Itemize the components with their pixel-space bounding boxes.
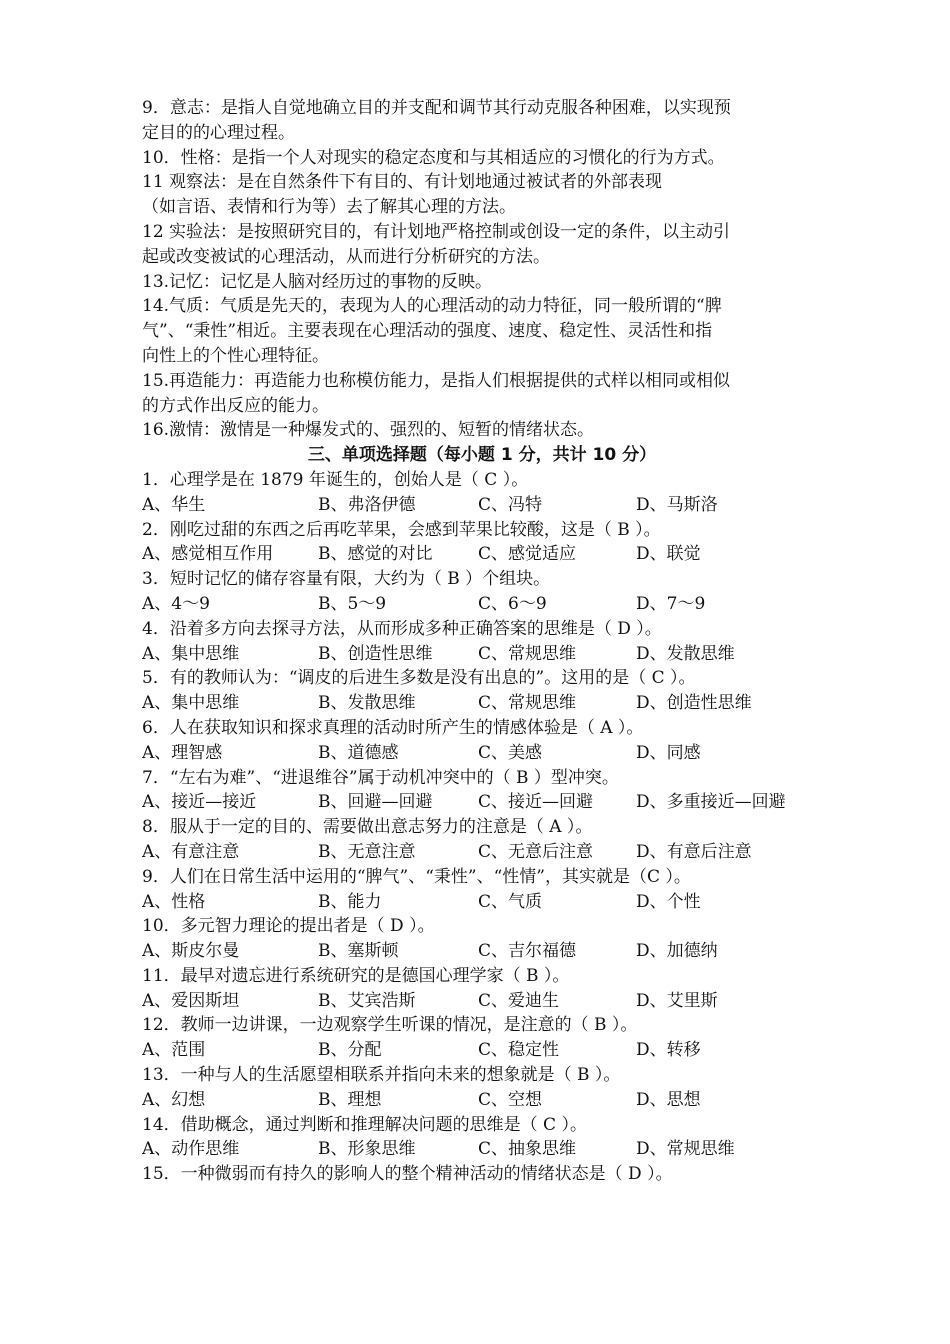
options-row bbox=[142, 691, 822, 716]
option-d: D、7～9 bbox=[636, 593, 706, 614]
question-text: 15．一种微弱而有持久的影响人的整个精神活动的情绪状态是（ D ）。 bbox=[142, 1164, 673, 1185]
option-c: C、空想 bbox=[478, 1089, 543, 1110]
definition-line: 13.记忆：记忆是人脑对经历过的事物的反映。 bbox=[142, 271, 493, 292]
option-a: A、范围 bbox=[142, 1040, 206, 1061]
option-a: A、华生 bbox=[142, 494, 206, 515]
option-b: B、5～9 bbox=[318, 593, 387, 614]
option-d: D、马斯洛 bbox=[636, 494, 718, 515]
question-text: 14．借助概念，通过判断和推理解决问题的思维是（ C ）。 bbox=[142, 1114, 587, 1135]
options-row bbox=[142, 939, 822, 964]
question-text: 5．有的教师认为：“调皮的后进生多数是没有出息的”。这用的是（ C ）。 bbox=[142, 668, 696, 689]
question-text: 11．最早对遗忘进行系统研究的是德国心理学家（ B ）。 bbox=[142, 965, 570, 986]
option-d: D、艾里斯 bbox=[636, 990, 718, 1011]
option-a: A、4～9 bbox=[142, 593, 210, 614]
option-d: D、个性 bbox=[636, 891, 701, 912]
option-b: B、塞斯顿 bbox=[318, 941, 399, 962]
options-row bbox=[142, 642, 822, 667]
option-c: C、无意后注意 bbox=[478, 841, 594, 862]
options-row bbox=[142, 542, 822, 567]
options-row bbox=[142, 741, 822, 766]
definition-line: 12 实验法：是按照研究目的，有计划地严格控制或创设一定的条件，以主动引 bbox=[142, 221, 731, 242]
option-a: A、集中思维 bbox=[142, 643, 240, 664]
definition-line: 15.再造能力：再造能力也称模仿能力，是指人们根据提供的式样以相同或相似 bbox=[142, 370, 731, 391]
option-d: D、多重接近—回避 bbox=[636, 792, 786, 813]
option-a: A、理智感 bbox=[142, 742, 223, 763]
questions-section bbox=[142, 468, 822, 1162]
options-row bbox=[142, 1088, 822, 1113]
option-c: C、吉尔福德 bbox=[478, 941, 577, 962]
option-c: C、感觉适应 bbox=[478, 544, 577, 565]
definition-line: （如言语、表情和行为等）去了解其心理的方法。 bbox=[142, 197, 516, 218]
options-row bbox=[142, 989, 822, 1014]
options-row bbox=[142, 1038, 822, 1063]
option-d: D、联觉 bbox=[636, 544, 701, 565]
option-a: A、接近—接近 bbox=[142, 792, 257, 813]
definition-line: 气”、“秉性”相近。主要表现在心理活动的强度、速度、稳定性、灵活性和指 bbox=[142, 321, 713, 342]
question-text: 8．服从于一定的目的、需要做出意志努力的注意是（ A ）。 bbox=[142, 817, 593, 838]
options-row bbox=[142, 890, 822, 915]
option-a: A、集中思维 bbox=[142, 693, 240, 714]
options-row bbox=[142, 493, 822, 518]
question-text: 9．人们在日常生活中运用的“脾气”、“秉性”、“性情”，其实就是（C ）。 bbox=[142, 866, 691, 887]
question-text: 1．心理学是在 1879 年诞生的，创始人是（ C ）。 bbox=[142, 469, 529, 490]
option-b: B、形象思维 bbox=[318, 1139, 416, 1160]
option-c: C、常规思维 bbox=[478, 643, 577, 664]
option-d: D、加德纳 bbox=[636, 941, 718, 962]
question-text: 6．人在获取知识和探求真理的活动时所产生的情感体验是（ A ）。 bbox=[142, 717, 644, 738]
option-b: B、分配 bbox=[318, 1040, 382, 1061]
options-row bbox=[142, 1137, 822, 1162]
option-c: C、冯特 bbox=[478, 494, 543, 515]
definition-line: 9．意志：是指人自觉地确立目的并支配和调节其行动克服各种困难，以实现预 bbox=[142, 98, 731, 118]
definition-line: 14.气质：气质是先天的，表现为人的心理活动的动力特征，同一般所谓的“脾 bbox=[142, 296, 722, 317]
option-c: C、气质 bbox=[478, 891, 543, 912]
option-b: B、回避—回避 bbox=[318, 792, 433, 813]
definition-line: 向性上的个性心理特征。 bbox=[142, 345, 329, 366]
option-a: A、斯皮尔曼 bbox=[142, 941, 240, 962]
question-text: 13．一种与人的生活愿望相联系并指向未来的想象就是（ B ）。 bbox=[142, 1065, 621, 1086]
options-row bbox=[142, 840, 822, 865]
option-d: D、有意后注意 bbox=[636, 841, 752, 862]
definitions-section bbox=[142, 96, 822, 443]
question-text: 10．多元智力理论的提出者是（ D ）。 bbox=[142, 916, 435, 937]
definition-line: 起或改变被试的心理活动，从而进行分析研究的方法。 bbox=[142, 246, 550, 267]
option-c: C、稳定性 bbox=[478, 1040, 560, 1061]
option-b: B、弗洛伊德 bbox=[318, 494, 416, 515]
option-b: B、发散思维 bbox=[318, 693, 416, 714]
option-b: B、创造性思维 bbox=[318, 643, 433, 664]
option-c: C、常规思维 bbox=[478, 693, 577, 714]
options-row bbox=[142, 592, 822, 617]
option-d: D、同感 bbox=[636, 742, 701, 763]
definition-line: 定目的的心理过程。 bbox=[142, 122, 295, 143]
option-b: B、艾宾浩斯 bbox=[318, 990, 416, 1011]
option-b: B、理想 bbox=[318, 1089, 382, 1110]
option-b: B、能力 bbox=[318, 891, 382, 912]
option-d: D、转移 bbox=[636, 1040, 701, 1061]
option-c: C、接近—回避 bbox=[478, 792, 594, 813]
option-d: D、常规思维 bbox=[636, 1139, 735, 1160]
definition-line: 的方式作出反应的能力。 bbox=[142, 395, 329, 416]
document-page bbox=[142, 96, 822, 1187]
question-text: 7．“左右为难”、“进退维谷”属于动机冲突中的（ B ）型冲突。 bbox=[142, 767, 619, 788]
question-text: 3．短时记忆的储存容量有限，大约为（ B ）个组块。 bbox=[142, 569, 551, 590]
option-d: D、发散思维 bbox=[636, 643, 735, 664]
definition-line: 10．性格：是指一个人对现实的稳定态度和与其相适应的习惯化的行为方式。 bbox=[142, 147, 725, 168]
option-a: A、有意注意 bbox=[142, 841, 240, 862]
option-b: B、感觉的对比 bbox=[318, 544, 433, 565]
definition-line: 11 观察法：是在自然条件下有目的、有计划地通过被试者的外部表现 bbox=[142, 172, 663, 193]
option-d: D、思想 bbox=[636, 1089, 701, 1110]
option-b: B、无意注意 bbox=[318, 841, 416, 862]
option-c: C、抽象思维 bbox=[478, 1139, 577, 1160]
option-d: D、创造性思维 bbox=[636, 693, 752, 714]
option-a: A、爱因斯坦 bbox=[142, 990, 240, 1011]
definition-line: 16.激情：激情是一种爆发式的、强烈的、短暂的情绪状态。 bbox=[142, 420, 595, 441]
option-c: C、6～9 bbox=[478, 593, 547, 614]
option-c: C、爱迪生 bbox=[478, 990, 560, 1011]
section-title: 三、单项选择题（每小题 1 分，共计 10 分） bbox=[307, 445, 657, 466]
option-a: A、动作思维 bbox=[142, 1139, 240, 1160]
option-c: C、美感 bbox=[478, 742, 543, 763]
question-text: 4．沿着多方向去探寻方法，从而形成多种正确答案的思维是（ D ）。 bbox=[142, 618, 662, 639]
option-b: B、道德感 bbox=[318, 742, 399, 763]
option-a: A、性格 bbox=[142, 891, 206, 912]
option-a: A、感觉相互作用 bbox=[142, 544, 274, 565]
options-row bbox=[142, 790, 822, 815]
question-text: 12．教师一边讲课，一边观察学生听课的情况，是注意的（ B ）。 bbox=[142, 1015, 638, 1036]
question-text: 2．刚吃过甜的东西之后再吃苹果，会感到苹果比较酸，这是（ B ）。 bbox=[142, 519, 661, 540]
option-a: A、幻想 bbox=[142, 1089, 206, 1110]
